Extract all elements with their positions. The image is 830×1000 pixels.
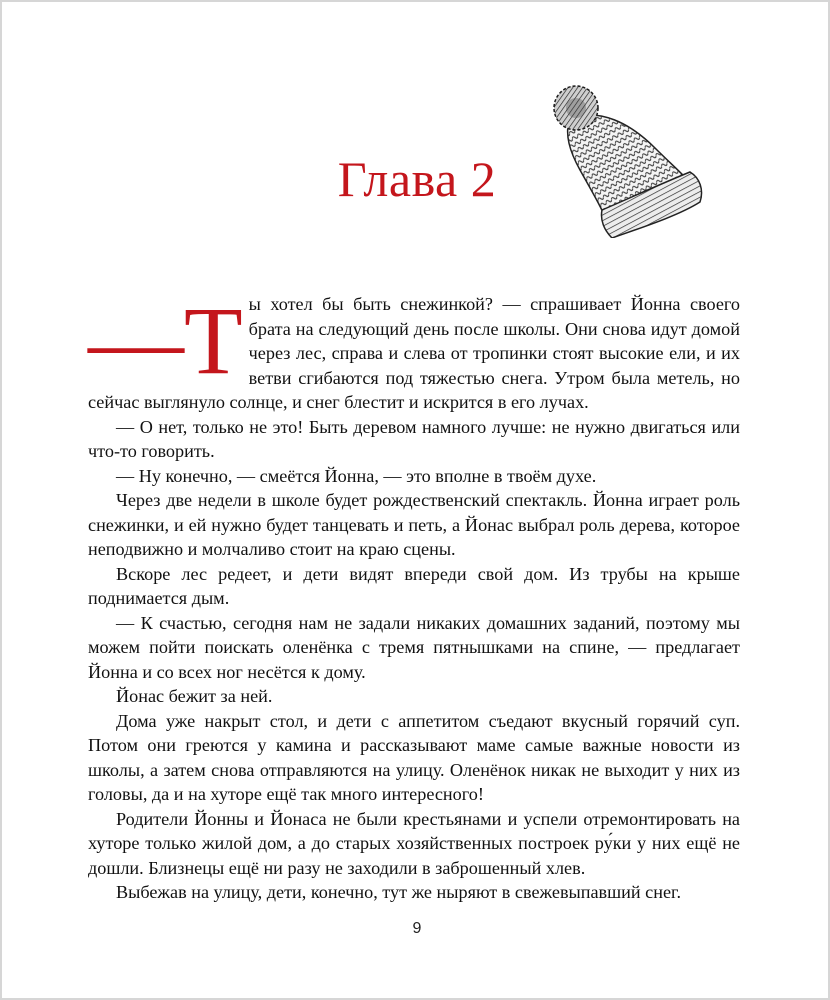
paragraph-10: Выбежав на улицу, дети, конечно, тут же ныряют в свежевыпавший снег. bbox=[116, 882, 681, 902]
paragraph-4: Через две недели в школе будет рождественский спектакль. Йонна играет роль снежинки, и ей нужно будет танцевать и петь, а Йонас выбрал роль дерева, которое неподвижно и молчаливо стоит на краю сцены. bbox=[88, 490, 740, 559]
paragraph-9: Родители Йонны и Йонаса не были крестьянами и успели отремонтировать на хуторе только жилой дом, а до старых хозяйственных построек ру́ки у них ещё не дошли. Близнецы ещё ни разу не заходили в заброшенный хлев. bbox=[88, 808, 740, 878]
paragraph-8: Дома уже накрыт стол, и дети с аппетитом съедают вкусный горячий суп. Потом они греются у камина и рассказывают маме самые важные новости из школы, а затем снова отправляются на улицу. Оленёнок никак не выходит у них из головы, да и на хуторе ещё так много интересного! bbox=[88, 710, 740, 804]
page-number: 9 bbox=[412, 920, 422, 937]
paragraph-5: Вскоре лес редеет, и дети видят впереди свой дом. Из трубы на крыше поднимается дым. bbox=[88, 563, 740, 608]
chapter-title: Глава 2 bbox=[337, 151, 497, 207]
paragraph-1-text: ы хотел бы быть снежинкой? — спрашивает Йонна своего брата на следующий день после школы. Они снова идут домой через лес, справа и слева от тропинки стоят высокие ели, и их ветви сгибаются под тяжестью снега. Утром была метель, но сейчас выглянуло солнце, и снег блестит и искрится в его лучах. bbox=[88, 294, 740, 412]
paragraph-2: — О нет, только не это! Быть деревом намного лучше: не нужно двигаться или что-то говорить. bbox=[88, 416, 740, 461]
drop-cap: —Т bbox=[88, 287, 243, 394]
paragraph-1 bbox=[88, 287, 740, 415]
paragraph-7: Йонас бежит за ней. bbox=[116, 686, 273, 706]
paragraph-3: — Ну конечно, — смеётся Йонна, — это вполне в твоём духе. bbox=[116, 465, 597, 486]
paragraph-6: — К счастью, сегодня нам не задали никаких домашних заданий, поэтому мы можем пойти поискать оленёнка с тремя пятнышками на спине, — предлагает Йонна и со всех ног несётся к дому. bbox=[88, 612, 740, 682]
chapter-body bbox=[88, 287, 740, 905]
